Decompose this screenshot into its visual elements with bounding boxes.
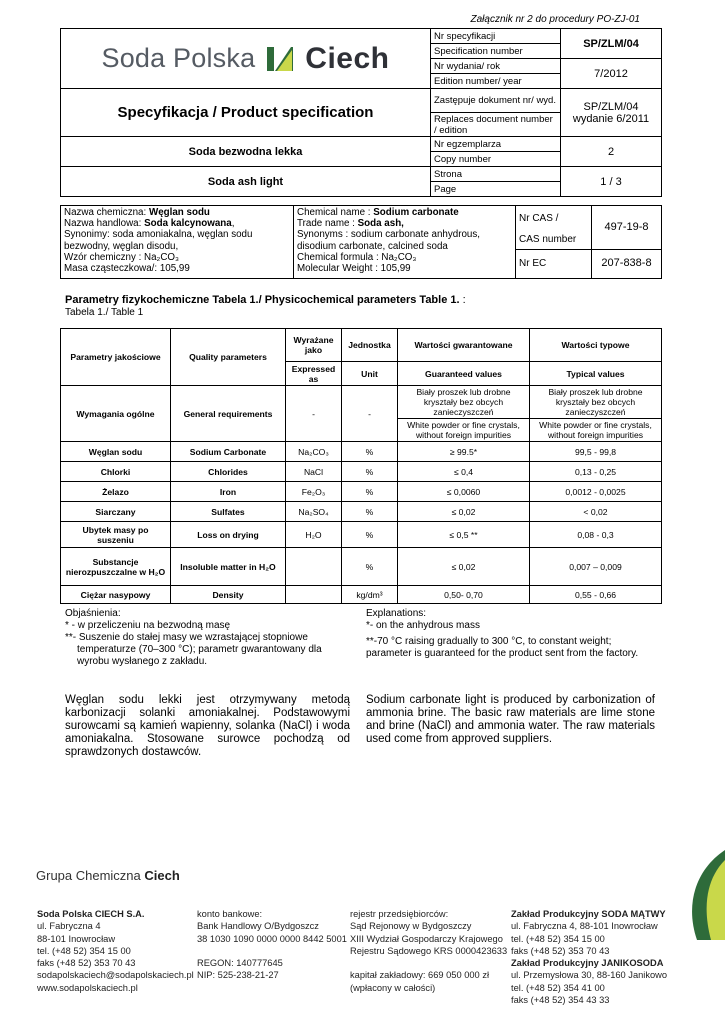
copy-label-en: Copy number [431,152,561,167]
footer-line: kapitał zakładowy: 669 050 000 zł [350,970,490,981]
param-unit: % [342,442,398,462]
footer-line: tel. (+48 52) 354 41 00 [511,982,605,993]
production-pl: Węglan sodu lekki jest otrzymywany metodą karbonizacji solanki amoniakalnej. Podstawowymi surowcami są kamień wapienny, solanka (NaCl) i woda amoniakalna. Stosowane surowce pochodzą od sprawdzonych dostawców. [65,694,350,758]
footer-line: Sąd Rejonowy w Bydgoszczy [350,921,472,932]
param-pl: Substancje nierozpuszczalne w H₂O [61,548,171,586]
spec-no-label-en: Specification number [431,44,561,59]
pl-chem-label: Nazwa chemiczna: [64,207,149,218]
edition-value: 7/2012 [561,59,662,89]
copy-label-pl: Nr egzemplarza [431,137,561,152]
ident-pl-cell: Nazwa chemiczna: Węglan sodu Nazwa handlowa: Soda kalcynowana, Synonimy: soda amoniakalna, węglan sodu bezwodny, węglan disodu, Wzór chemiczny : Na₂CO₃ Masa cząsteczkowa/: 105,99 [61,206,294,279]
h-guar-pl: Wartości gwarantowane [398,329,530,362]
footer-line [197,945,347,957]
footer-line: Soda Polska CIECH S.A. [37,909,145,919]
h-expr-en: Expressed as [286,362,342,386]
footer-line: faks (+48 52) 354 43 33 [511,995,610,1006]
gen-guar-en: White powder or fine crystals, without foreign impurities [398,419,530,442]
en-synonyms: Synonyms : sodium carbonate anhydrous, disodium carbonate, calcined soda [297,229,480,252]
param-en: Iron [171,482,286,502]
param-unit: % [342,522,398,548]
page-value: 1 / 3 [561,167,662,197]
en-trade-name: Soda ash, [357,218,404,230]
ec-label: Nr EC [516,250,592,279]
section-title-text: Parametry fizykochemiczne Tabela 1./ Physicochemical parameters Table 1. [65,294,460,306]
param-pl: Ciężar nasypowy [61,586,171,604]
h-unit-pl: Jednostka [342,329,398,362]
notes-en [366,608,656,660]
notes-pl-1: * - w przeliczeniu na bezwodną masę [65,620,231,631]
notes-pl-2: **- Suszenie do stałej masy we wzrastającej stopniowe temperaturze (70–300 °C); parametr gwarantowany dla wyrobu wysłanego z zakładu. [65,632,322,667]
footer-line: Rejestru Sądowego KRS 0000423633 [350,945,508,956]
footer-line: sodapolskaciech@sodapolskaciech.pl [37,970,194,981]
footer-line: (wpłacony w całości) [350,982,436,993]
param-en: Loss on drying [171,522,286,548]
param-unit: kg/dm³ [342,586,398,604]
param-row [61,502,662,522]
param-expr: H₂O [286,522,342,548]
logo-cell [61,29,431,89]
footer-line: ul. Przemysłowa 30, 88-160 Janikowo [511,970,668,981]
footer-register [350,908,507,994]
brand-swoosh-icon [675,850,725,940]
param-row [61,522,662,548]
footer-line: ul. Fabryczna 4, 88-101 Inowrocław [511,921,658,932]
logo-soda-text: Soda Polska [101,43,256,73]
param-expr: Na₂CO₃ [286,442,342,462]
footer-line: tel. (+48 52) 354 15 00 [511,933,605,944]
param-typ: 0,0012 - 0,0025 [530,482,662,502]
param-en: Density [171,586,286,604]
pl-mass: Masa cząsteczkowa/: 105,99 [64,263,190,275]
param-en: Insoluble matter in H₂O [171,548,286,586]
identification-table [60,205,662,279]
gen-en: General requirements [171,386,286,442]
param-unit: % [342,548,398,586]
group-prefix: Grupa Chemiczna [36,868,145,883]
h-unit-en: Unit [342,362,398,386]
param-typ: 0,007 – 0,009 [530,548,662,586]
footer-plants [511,908,667,1006]
logo-ciech-text: Ciech [305,41,390,75]
param-expr: Fe₂O₃ [286,482,342,502]
footer-line: faks (+48 52) 353 70 43 [511,945,610,956]
footer-line: REGON: 140777645 [197,958,283,969]
param-guar: ≤ 0,0060 [398,482,530,502]
param-expr: Na₂SO₄ [286,502,342,522]
spec-no-value: SP/ZLM/04 [561,29,662,59]
page-label-pl: Strona [431,167,561,182]
footer-line: NIP: 525-238-21-27 [197,970,279,981]
h-expr-pl: Wyrażane jako [286,329,342,362]
cas-label-cell [516,206,592,250]
en-chem-name: Sodium carbonate [373,207,459,218]
param-guar: ≤ 0,02 [398,548,530,586]
h-typ-pl: Wartości typowe [530,329,662,362]
footer-line: www.sodapolskaciech.pl [37,982,138,993]
annex-note: Załącznik nr 2 do procedury PO-ZJ-01 [470,14,640,25]
gen-typ-pl: Biały proszek lub drobne kryształy bez obcych zanieczyszczeń [530,386,662,419]
pl-formula: Wzór chemiczny : Na₂CO₃ [64,251,180,263]
footer-line: Bank Handlowy O/Bydgoszcz [197,921,319,932]
company-logo [64,42,427,76]
footer-line: 88-101 Inowrocław [37,933,116,944]
en-trade-label: Trade name : [297,218,358,230]
notes-en-1: *- on the anhydrous mass [366,620,480,631]
en-mass: Molecular Weight : 105,99 [297,263,411,275]
h-param-en: Quality parameters [171,329,286,386]
param-unit: % [342,482,398,502]
param-en: Chlorides [171,462,286,482]
param-typ: 99,5 - 99,8 [530,442,662,462]
pl-chem-name: Węglan sodu [148,207,210,218]
notes-en-2: **-70 °C raising gradually to 300 °C, to constant weight; parameter is guaranteed for the product sent from the factory. [366,636,639,659]
footer-line: Zakład Produkcyjny SODA MĄTWY [511,909,666,919]
notes-pl [65,608,345,668]
page-label-en: Page [431,182,561,197]
param-guar: ≤ 0,02 [398,502,530,522]
footer-company [37,908,194,994]
param-typ: 0,08 - 0,3 [530,522,662,548]
param-typ: < 0,02 [530,502,662,522]
replaces-value: SP/ZLM/04 wydanie 6/2011 [561,89,662,137]
param-en: Sodium Carbonate [171,442,286,462]
pl-synonyms: Synonimy: soda amoniakalna, węglan sodu bezwodny, węglan disodu, [64,229,253,252]
edition-label-en: Edition number/ year [431,74,561,89]
h-guar-en: Guaranteed values [398,362,530,386]
param-row [61,442,662,462]
param-guar: ≤ 0,4 [398,462,530,482]
product-name-en: Soda ash light [61,167,431,197]
param-row [61,482,662,502]
h-param-pl: Parametry jakościowe [61,329,171,386]
param-guar: ≥ 99.5* [398,442,530,462]
doc-title: Specyfikacja / Product specification [61,89,431,137]
footer-line: Zakład Produkcyjny JANIKOSODA [511,958,664,969]
param-pl: Żelazo [61,482,171,502]
table-subtitle: Tabela 1./ Table 1 [65,307,144,318]
param-typ: 0,55 - 0,66 [530,586,662,604]
param-typ: 0,13 - 0,25 [530,462,662,482]
param-pl: Chlorki [61,462,171,482]
footer-bank [197,908,347,982]
param-expr [286,548,342,586]
param-expr [286,586,342,604]
footer-line: 38 1030 1090 0000 0000 8442 5001 [197,933,347,944]
group-label [36,868,180,883]
ident-en-cell [294,206,516,279]
footer-line: ul. Fabryczna 4 [37,921,101,932]
footer-line: konto bankowe: [197,909,263,919]
param-row [61,548,662,586]
notes-en-title: Explanations: [366,608,427,619]
gen-pl: Wymagania ogólne [61,386,171,442]
param-pl: Węglan sodu [61,442,171,462]
param-en: Sulfates [171,502,286,522]
header-table [60,28,662,197]
footer-line [350,957,507,969]
replaces-label-pl: Zastępuje dokument nr/ wyd. [431,89,561,113]
footer-line: tel. (+48 52) 354 15 00 [37,945,131,956]
replaces-label-en: Replaces document number / edition [431,113,561,137]
notes-pl-title: Objaśnienia: [65,608,121,619]
param-guar: ≤ 0,5 ** [398,522,530,548]
gen-typ-en: White powder or fine crystals, without foreign impurities [530,419,662,442]
param-guar: 0,50- 0,70 [398,586,530,604]
cas-value: 497-19-8 [592,206,662,250]
footer-line: rejestr przedsiębiorców: [350,909,449,919]
group-name: Ciech [144,868,180,883]
pl-trade-label: Nazwa handlowa: [64,218,145,230]
edition-label-pl: Nr wydania/ rok [431,59,561,74]
ciech-logo-icon [265,44,295,74]
pl-trade-name: Soda kalcynowana [144,218,232,230]
spec-no-label-pl: Nr specyfikacji [431,29,561,44]
en-formula: Chemical formula : Na₂CO₃ [297,251,417,263]
param-row [61,586,662,604]
gen-unit: - [342,386,398,442]
parameters-table [60,328,662,604]
param-pl: Ubytek masy po suszeniu [61,522,171,548]
param-unit: % [342,502,398,522]
cas-label-en: CAS number [519,234,577,245]
en-chem-label: Chemical name : [297,207,374,218]
section-title [65,294,466,306]
product-name-pl: Soda bezwodna lekka [61,137,431,167]
production-en: Sodium carbonate light is produced by carbonization of ammonia brine. The basic raw materials are lime stone and brine (NaCl) and ammonia water. The raw materials used come from approved suppliers. [366,694,655,745]
section-title-colon: : [459,294,466,306]
h-typ-en: Typical values [530,362,662,386]
param-expr: NaCl [286,462,342,482]
cas-label-pl: Nr CAS / [519,212,559,224]
copy-value: 2 [561,137,662,167]
footer-line: faks (+48 52) 353 70 43 [37,958,136,969]
gen-expr: - [286,386,342,442]
param-row [61,462,662,482]
param-pl: Siarczany [61,502,171,522]
footer-line: XIII Wydział Gospodarczy Krajowego [350,933,503,944]
param-unit: % [342,462,398,482]
ec-value: 207-838-8 [592,250,662,279]
gen-guar-pl: Biały proszek lub drobne kryształy bez obcych zanieczyszczeń [398,386,530,419]
